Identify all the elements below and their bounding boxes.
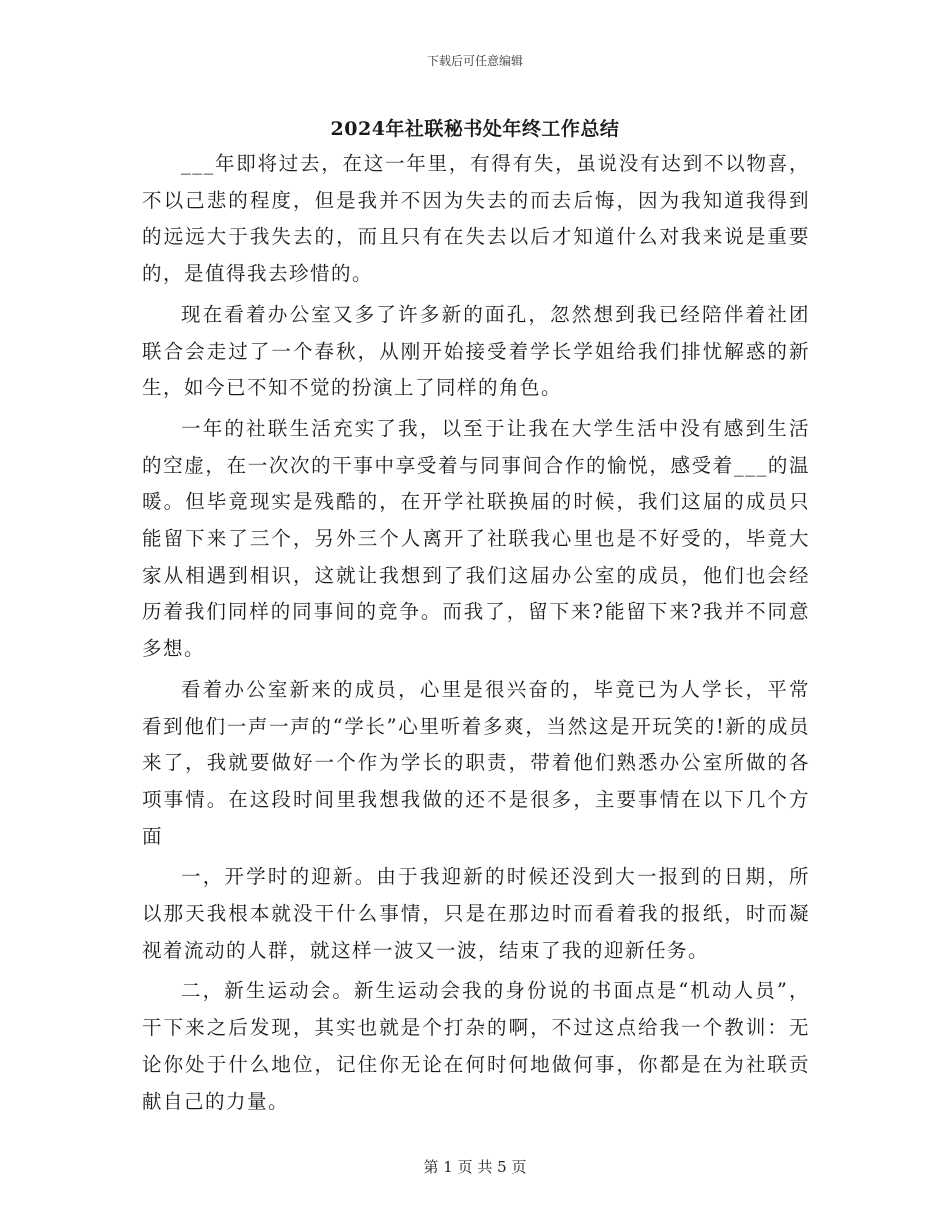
page-footer: 第 1 页 共 5 页 (423, 1158, 527, 1176)
header-note: 下载后可任意编辑 (426, 54, 523, 68)
document-body (142, 146, 810, 1124)
paragraph: 一年的社联生活充实了我，以至于让我在大学生活中没有感到生活的空虚，在一次次的干事中享受着与同事间合作的愉悦，感受着___的温暖。但毕竟现实是残酷的，在开学社联换届的时候，我们这届的成员只能留下来了三个，另外三个人离开了社联我心里也是不好受的，毕竟大家从相遇到相识，这就让我想到了我们这届办公室的成员，他们也会经历着我们同样的同事间的竞争。而我了，留下来?能留下来?我并不同意多想。 (142, 416, 810, 661)
paragraph: ___年即将过去，在这一年里，有得有失，虽说没有达到不以物喜，不以己悲的程度，但是我并不因为失去的而去后悔，因为我知道我得到的远远大于我失去的，而且只有在失去以后才知道什么对我来说是重要的，是值得我去珍惜的。 (142, 152, 810, 286)
paragraph: 看着办公室新来的成员，心里是很兴奋的，毕竟已为人学长，平常看到他们一声一声的“学长”心里听着多爽，当然这是开玩笑的!新的成员来了，我就要做好一个作为学长的职责，带着他们熟悉办公室所做的各项事情。在这段时间里我想我做的还不是很多，主要事情在以下几个方面 (142, 677, 810, 848)
document-title: 2024年社联秘书处年终工作总结 (330, 118, 620, 140)
paragraph: 现在看着办公室又多了许多新的面孔，忽然想到我已经陪伴着社团联合会走过了一个春秋，从刚开始接受着学长学姐给我们排忧解惑的新生，如今已不知不觉的扮演上了同样的角色。 (142, 302, 810, 400)
paragraph: 二，新生运动会。新生运动会我的身份说的书面点是“机动人员”，干下来之后发现，其实也就是个打杂的啊，不过这点给我一个教训：无论你处于什么地位，记住你无论在何时何地做何事，你都是在为社联贡献自己的力量。 (142, 979, 810, 1113)
paragraph: 一，开学时的迎新。由于我迎新的时候还没到大一报到的日期，所以那天我根本就没干什么事情，只是在那边时而看着我的报纸，时而凝视着流动的人群，就这样一波又一波，结束了我的迎新任务。 (142, 865, 810, 962)
